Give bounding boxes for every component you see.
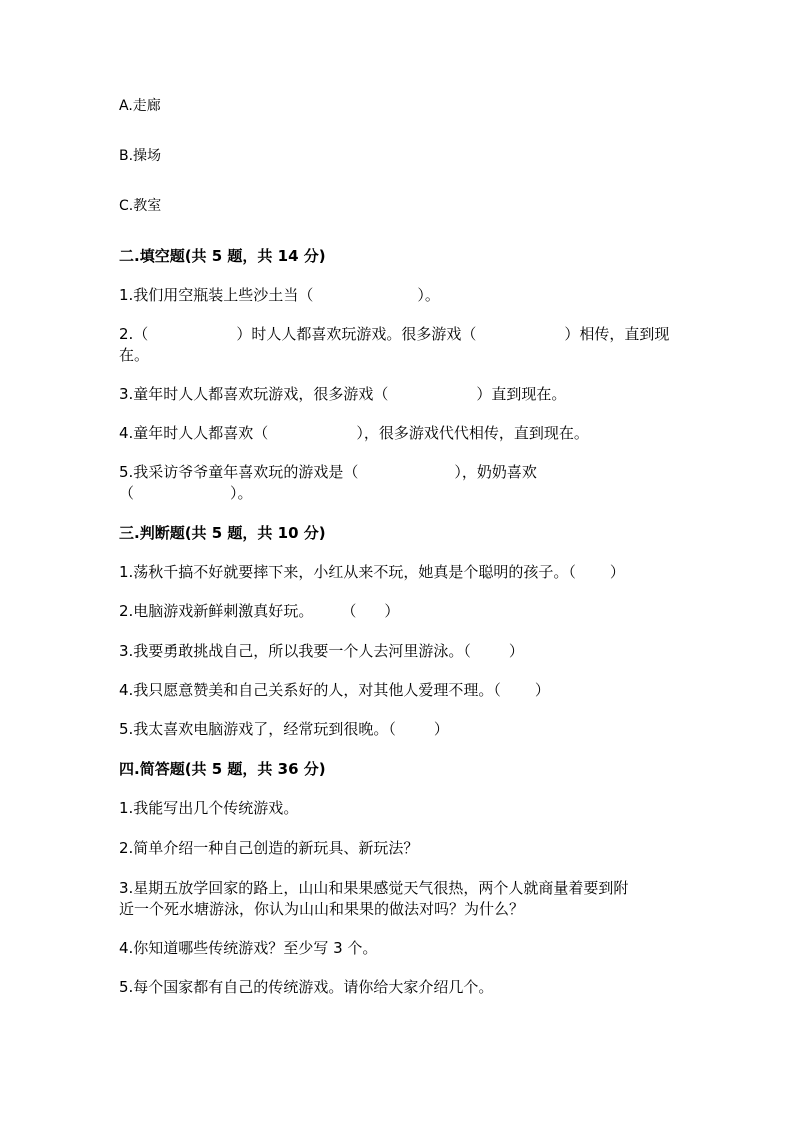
fill-question-5-line2 bbox=[119, 483, 253, 504]
section-heading-true-false: 三.判断题(共 5 题，共 10 分) bbox=[119, 524, 326, 542]
option-c: C.教室 bbox=[119, 198, 162, 214]
fill-q4-after: ），很多游戏代代相传，直到现在。 bbox=[356, 424, 589, 442]
fill-q5-line2-after: ）。 bbox=[230, 484, 253, 502]
judge-question-2 bbox=[119, 601, 399, 622]
fill-question-2-line2: 在。 bbox=[119, 346, 150, 364]
fill-q2-part3: ）相传，直到现 bbox=[564, 325, 670, 343]
judge-q5-text: 5.我太喜欢电脑游戏了，经常玩到很晚。（ bbox=[119, 720, 396, 738]
fill-q2-part2: ）时人人都喜欢玩游戏。很多游戏（ bbox=[236, 325, 477, 343]
short-question-3-line2: 近一个死水塘游泳，你认为山山和果果的做法对吗？为什么？ bbox=[119, 900, 525, 918]
judge-question-5 bbox=[119, 719, 449, 740]
fill-q1-before: 1.我们用空瓶装上些沙土当（ bbox=[119, 286, 314, 304]
judge-q1-close: ） bbox=[609, 563, 625, 581]
short-question-1: 1.我能写出几个传统游戏。 bbox=[119, 799, 299, 817]
fill-q1-after: ）。 bbox=[417, 286, 440, 304]
fill-question-2-line1 bbox=[119, 324, 669, 345]
short-question-3-line1: 3.星期五放学回家的路上，山山和果果感觉天气很热，两个人就商量着要到附 bbox=[119, 879, 629, 897]
judge-q1-text: 1.荡秋千搞不好就要摔下来，小红从来不玩，她真是个聪明的孩子。（ bbox=[119, 563, 576, 581]
option-a: A.走廊 bbox=[119, 98, 161, 114]
fill-q3-before: 3.童年时人人都喜欢玩游戏，很多游戏（ bbox=[119, 385, 389, 403]
judge-question-3 bbox=[119, 641, 524, 662]
judge-question-1 bbox=[119, 562, 625, 583]
fill-q5-before: 5.我采访爷爷童年喜欢玩的游戏是（ bbox=[119, 463, 359, 481]
section-heading-fill-blank: 二.填空题(共 5 题，共 14 分) bbox=[119, 247, 326, 265]
fill-question-1 bbox=[119, 285, 440, 306]
judge-q3-close: ） bbox=[508, 642, 524, 660]
judge-q5-close: ） bbox=[433, 720, 449, 738]
fill-question-3 bbox=[119, 384, 566, 405]
judge-q4-text: 4.我只愿意赞美和自己关系好的人，对其他人爱理不理。（ bbox=[119, 681, 501, 699]
fill-question-4 bbox=[119, 423, 589, 444]
fill-q3-after: ）直到现在。 bbox=[476, 385, 567, 403]
short-question-4: 4.你知道哪些传统游戏？至少写 3 个。 bbox=[119, 939, 378, 957]
fill-q4-before: 4.童年时人人都喜欢（ bbox=[119, 424, 269, 442]
section-heading-short-answer: 四.简答题(共 5 题，共 36 分) bbox=[119, 760, 326, 778]
short-question-2: 2.简单介绍一种自己创造的新玩具、新玩法？ bbox=[119, 839, 419, 857]
judge-q2-close: ） bbox=[384, 602, 400, 620]
fill-q5-line2-before: （ bbox=[119, 484, 135, 502]
option-b: B.操场 bbox=[119, 148, 162, 164]
judge-q2-text: 2.电脑游戏新鲜刺激真好玩。 bbox=[119, 602, 314, 620]
judge-q3-text: 3.我要勇敢挑战自己，所以我要一个人去河里游泳。（ bbox=[119, 642, 471, 660]
short-question-5: 5.每个国家都有自己的传统游戏。请你给大家介绍几个。 bbox=[119, 978, 494, 996]
judge-question-4 bbox=[119, 680, 550, 701]
fill-q2-part1: 2.（ bbox=[119, 325, 149, 343]
judge-q2-open: （ bbox=[341, 602, 357, 620]
fill-question-5-line1 bbox=[119, 462, 537, 483]
fill-q5-after: ），奶奶喜欢 bbox=[454, 463, 537, 481]
judge-q4-close: ） bbox=[534, 681, 550, 699]
